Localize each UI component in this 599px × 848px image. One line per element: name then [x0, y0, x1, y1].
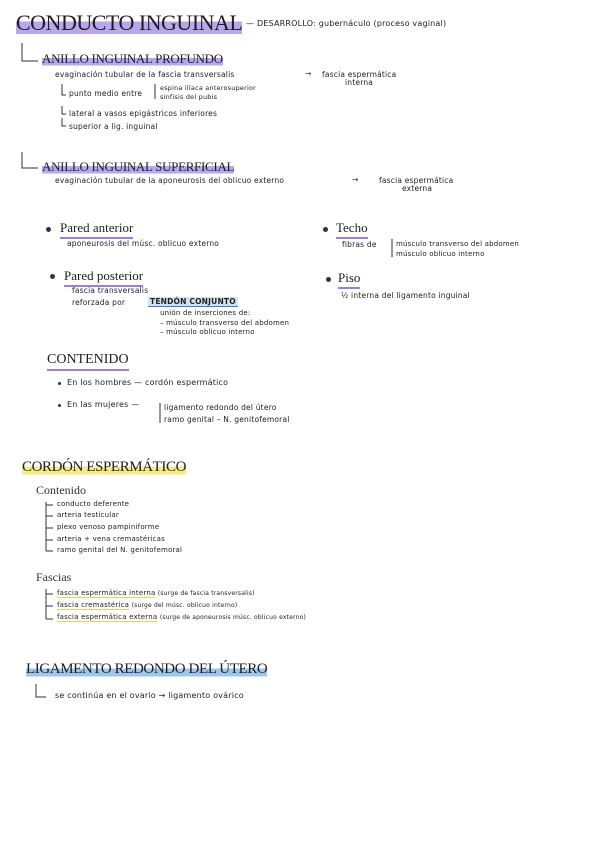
fascia-ext-result-1: fascia espermática [379, 176, 454, 185]
union-item-2: – músculo oblicuo interno [160, 328, 255, 336]
espina-item: espina ilíaca anterosuperior [160, 84, 257, 92]
union-label: unión de inserciones de: [160, 309, 251, 317]
anillo-profundo-desc: evaginación tubular de la fascia transversalis [55, 70, 235, 79]
sinfisis-item: sínfisis del pubis [160, 93, 218, 101]
fascia-note: (surge de aponeurosis músc. oblicuo externo) [159, 614, 307, 621]
piso-title: Piso [338, 270, 360, 289]
fascia-row [57, 613, 306, 621]
anillo-superficial-title: ANILLO INGUINAL SUPERFICIAL [42, 159, 235, 174]
fascia-result-1: fascia espermática [322, 70, 397, 79]
bullet-icon [46, 227, 51, 232]
cordon-item: arteria + vena cremastéricas [57, 535, 165, 543]
anillo-superficial-desc: evaginación tubular de la aponeurosis del oblicuo externo [55, 176, 285, 185]
mujeres-item-1: ligamento redondo del útero [164, 403, 277, 412]
pared-posterior-line2: reforzada por [72, 298, 126, 307]
fascia-name: fascia cremastérica [57, 601, 130, 609]
superior-item: superior a lig. inguinal [69, 122, 158, 131]
fascia-name: fascia espermática interna [57, 589, 156, 597]
contenido-title: CONTENIDO [47, 352, 129, 371]
bullet-icon [323, 227, 328, 232]
bullet-icon [326, 277, 331, 282]
anillo-profundo-title: ANILLO INGUINAL PROFUNDO [42, 51, 223, 66]
techo-item-1: músculo transverso del abdomen [396, 240, 520, 248]
pared-anterior-text: aponeurosis del músc. oblicuo externo [67, 239, 220, 248]
cordon-item: conducto deferente [57, 500, 130, 508]
tendon-conjunto-badge: TENDÓN CONJUNTO [150, 297, 236, 306]
techo-title: Techo [336, 220, 368, 239]
union-item-1: – músculo transverso del abdomen [160, 319, 290, 327]
fascia-row [57, 589, 255, 597]
pared-posterior-title: Pared posterior [64, 268, 143, 287]
desarrollo-note: — DESARROLLO: gubernáculo (proceso vaginal) [246, 19, 447, 28]
bullet-icon [58, 404, 61, 407]
ligamento-title: LIGAMENTO REDONDO DEL ÚTERO [26, 661, 268, 677]
pared-anterior-title: Pared anterior [60, 220, 133, 239]
piso-text: ½ interna del ligamento inguinal [341, 291, 470, 300]
cordon-item: ramo genital del N. genitofemoral [57, 546, 183, 554]
bullet-icon [58, 382, 61, 385]
bullet-icon [50, 274, 55, 279]
ligamento-text: se continúa en el ovario → ligamento ovárico [55, 691, 244, 700]
lateral-item: lateral a vasos epigástricos inferiores [69, 109, 218, 118]
cordon-item: arteria testicular [57, 511, 119, 519]
contenido-hombres: En los hombres — cordón espermático [67, 378, 229, 387]
fascia-note: (surge de fascia transversalis) [157, 590, 255, 597]
cordon-title: CORDÓN ESPERMÁTICO [22, 459, 187, 475]
contenido-mujeres: En las mujeres — [67, 400, 140, 409]
fascia-note: (surge del músc. oblicuo interno) [131, 602, 238, 609]
main-title: CONDUCTO INGUINAL [16, 10, 243, 35]
fascia-result-2: interna [345, 78, 374, 87]
fascia-name: fascia espermática externa [57, 613, 158, 621]
techo-item-2: músculo oblicuo interno [396, 250, 485, 258]
pared-posterior-line1: fascia transversalis [72, 286, 149, 295]
fascia-ext-result-2: externa [402, 184, 433, 193]
cordon-item: plexo venoso pampiniforme [57, 523, 160, 531]
punto-medio-label: punto medio entre [69, 89, 143, 98]
arrow-icon: → [352, 175, 359, 184]
cordon-fascias-label: Fascias [36, 570, 72, 584]
mujeres-item-2: ramo genital – N. genitofemoral [164, 415, 290, 424]
techo-lead: fibras de [342, 240, 377, 249]
arrow-icon: → [305, 69, 312, 78]
cordon-contenido-label: Contenido [36, 483, 86, 497]
fascia-row [57, 601, 237, 609]
